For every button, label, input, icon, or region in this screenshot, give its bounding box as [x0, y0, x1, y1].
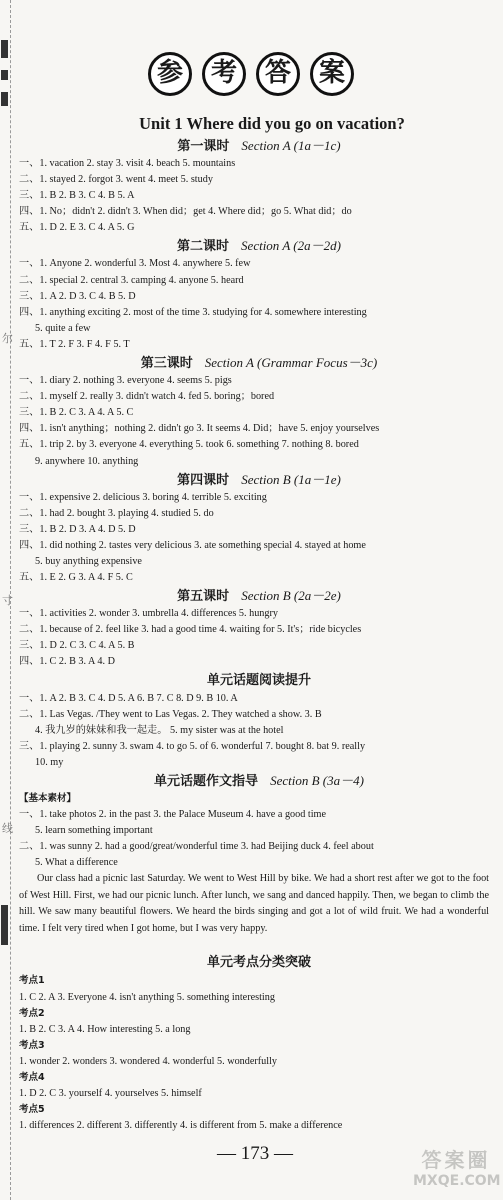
- answer-line: 三、1. B 2. D 3. A 4. D 5. D: [19, 523, 136, 535]
- answer-line: 四、1. did nothing 2. tastes very delicious 3. ate something special 4. stayed at home: [19, 539, 366, 551]
- binding-char: 尔: [2, 332, 13, 345]
- binding-mark: [1, 905, 8, 945]
- banner-char: 答: [256, 52, 300, 96]
- answer-line: 一、1. expensive 2. delicious 3. boring 4. terrible 5. exciting: [19, 491, 267, 503]
- answer-blocks: [19, 136, 489, 1134]
- section-heading: [29, 136, 489, 156]
- answer-line: 三、1. D 2. C 3. C 4. A 5. B: [19, 640, 135, 652]
- binding-mark: [1, 40, 8, 58]
- answer-line: 二、1. was sunny 2. had a good/great/wonderful time 3. had Beijing duck 4. feel about: [19, 841, 374, 853]
- banner-char: 案: [310, 52, 354, 96]
- answer-line: 4. 我九岁的妹妹和我一起走。 5. my sister was at the hotel: [35, 724, 284, 736]
- section-heading: [29, 953, 489, 973]
- site-watermark: [413, 1144, 499, 1192]
- answer-line: 一、1. activities 2. wonder 3. umbrella 4. differences 5. hungry: [19, 608, 278, 620]
- answer-line: 二、1. Las Vegas. /They went to Las Vegas. 2. They watched a show. 3. B: [19, 708, 322, 720]
- answer-line: 10. my: [35, 756, 64, 768]
- answer-line: 二、1. because of 2. feel like 3. had a good time 4. waiting for 5. It's；ride bicycles: [19, 624, 362, 636]
- answer-content: [19, 112, 489, 1134]
- answer-line: 1. D 2. C 3. yourself 4. yourselves 5. himself: [19, 1088, 202, 1100]
- answer-line: 9. anywhere 10. anything: [35, 455, 139, 467]
- answer-line: 1. wonder 2. wonders 3. wondered 4. wonderful 5. wonderfully: [19, 1055, 278, 1067]
- section-title-en: Section B (3a－4): [270, 773, 364, 788]
- section-heading: [29, 586, 489, 606]
- answer-line: 三、1. B 2. B 3. C 4. B 5. A: [19, 190, 135, 202]
- answer-line: 四、1. No；didn't 2. didn't 3. When did；get 4. Where did；go 5. What did；do: [19, 206, 352, 218]
- banner-char: 考: [202, 52, 246, 96]
- answer-line: 5. quite a few: [35, 322, 91, 334]
- section-title-cn: 单元话题阅读提升: [206, 672, 311, 688]
- binding-char: 线: [2, 822, 13, 835]
- subsection-tag: 考点3: [19, 1039, 45, 1051]
- answer-line: 二、1. special 2. central 3. camping 4. anyone 5. heard: [19, 274, 244, 286]
- answer-line: 一、1. Anyone 2. wonderful 3. Most 4. anywhere 5. few: [19, 258, 251, 270]
- section-title-cn: 单元考点分类突破: [206, 955, 311, 971]
- section-heading: [29, 671, 489, 691]
- answer-line: 一、1. diary 2. nothing 3. everyone 4. seems 5. pigs: [19, 375, 232, 387]
- section-title-cn: 单元话题作文指导: [154, 774, 259, 789]
- section-title-cn: 第二课时: [177, 239, 230, 255]
- binding-margin: [0, 0, 11, 1200]
- answer-line: 5. What a difference: [35, 857, 118, 869]
- answer-line: 三、1. B 2. C 3. A 4. A 5. C: [19, 407, 134, 419]
- subsection-tag: 考点1: [19, 975, 45, 987]
- subsection-tag: 【基本素材】: [19, 793, 77, 804]
- answer-line: 二、1. myself 2. really 3. didn't watch 4. fed 5. boring；bored: [19, 391, 275, 403]
- binding-mark: [1, 70, 8, 80]
- section-title-en: Section B (2a－2e): [241, 588, 341, 604]
- answer-line: 四、1. C 2. B 3. A 4. D: [19, 656, 115, 668]
- answer-line: 一、1. vacation 2. stay 3. visit 4. beach 5. mountains: [19, 158, 236, 169]
- answer-line: 五、1. D 2. E 3. C 4. A 5. G: [19, 222, 135, 234]
- section-heading: [29, 470, 489, 490]
- section-title-cn: 第四课时: [177, 472, 230, 488]
- section-title-cn: 第三课时: [140, 356, 193, 372]
- section-title-cn: 第五课时: [177, 589, 230, 605]
- section-heading: [29, 771, 489, 791]
- binding-char: 寸: [2, 594, 13, 607]
- answer-line: 五、1. E 2. G 3. A 4. F 5. C: [19, 572, 133, 584]
- answer-line: 1. B 2. C 3. A 4. How interesting 5. a long: [19, 1023, 191, 1035]
- section-heading: [29, 236, 489, 256]
- subsection-tag: 考点2: [19, 1007, 45, 1019]
- answer-line: 三、1. A 2. D 3. C 4. B 5. D: [19, 290, 136, 302]
- answer-key-banner: [148, 52, 354, 96]
- answer-line: 一、1. A 2. B 3. C 4. D 5. A 6. B 7. C 8. D 9. B 10. A: [19, 692, 238, 704]
- sample-essay: Our class had a picnic last Saturday. We went to West Hill by bike. We had a short rest after we got to the foot of West Hill. First, we had our picnic lunch. After lunch, we sang and danced happily. Then, we began to climb the hill. We saw many beautiful flowers. We heard the birds singing and got a lot of wild fruit. We had a wonderful time. I felt very tired when I got home, but I was very happy.: [19, 873, 489, 934]
- section-title-en: Section A (Grammar Focus－3c): [204, 355, 378, 371]
- section-heading: [29, 353, 489, 373]
- subsection-tag: 考点5: [19, 1104, 45, 1116]
- answer-line: 四、1. isn't anything；nothing 2. didn't go 3. It seems 4. Did；have 5. enjoy yourselves: [19, 423, 380, 435]
- answer-line: 一、1. take photos 2. in the past 3. the Palace Museum 4. have a good time: [19, 809, 326, 821]
- answer-line: 二、1. had 2. bought 3. playing 4. studied 5. do: [19, 507, 214, 519]
- answer-line: 5. buy anything expensive: [35, 555, 142, 567]
- answer-line: 1. C 2. A 3. Everyone 4. isn't anything 5. something interesting: [19, 991, 275, 1003]
- section-title-cn: 第一课时: [177, 139, 230, 154]
- section-title-en: Section B (1a－1e): [241, 471, 341, 487]
- answer-line: 三、1. playing 2. sunny 3. swam 4. to go 5. of 6. wonderful 7. bought 8. bat 9. really: [19, 740, 366, 752]
- banner-char: 参: [148, 52, 192, 96]
- unit-title: Unit 1 Where did you go on vacation?: [139, 114, 405, 133]
- section-title-en: Section A (1a－1c): [241, 138, 341, 153]
- section-title-en: Section A (2a－2d): [241, 238, 341, 254]
- subsection-tag: 考点4: [19, 1072, 45, 1084]
- answer-line: 四、1. anything exciting 2. most of the time 3. studying for 4. somewhere interesting: [19, 306, 367, 318]
- answer-line: 1. differences 2. different 3. differently 4. is different from 5. make a difference: [19, 1120, 343, 1132]
- page-number: — 173 —: [217, 1143, 293, 1164]
- watermark-url: MXQE.COM: [413, 1173, 501, 1189]
- answer-line: 5. learn something important: [35, 825, 153, 837]
- answer-line: 二、1. stayed 2. forgot 3. went 4. meet 5. study: [19, 174, 213, 186]
- answer-line: 五、1. T 2. F 3. F 4. F 5. T: [19, 338, 130, 350]
- watermark-logo-text: 答案圈: [421, 1148, 491, 1172]
- binding-mark: [1, 92, 8, 106]
- answer-line: 五、1. trip 2. by 3. everyone 4. everything 5. took 6. something 7. nothing 8. bored: [19, 439, 359, 451]
